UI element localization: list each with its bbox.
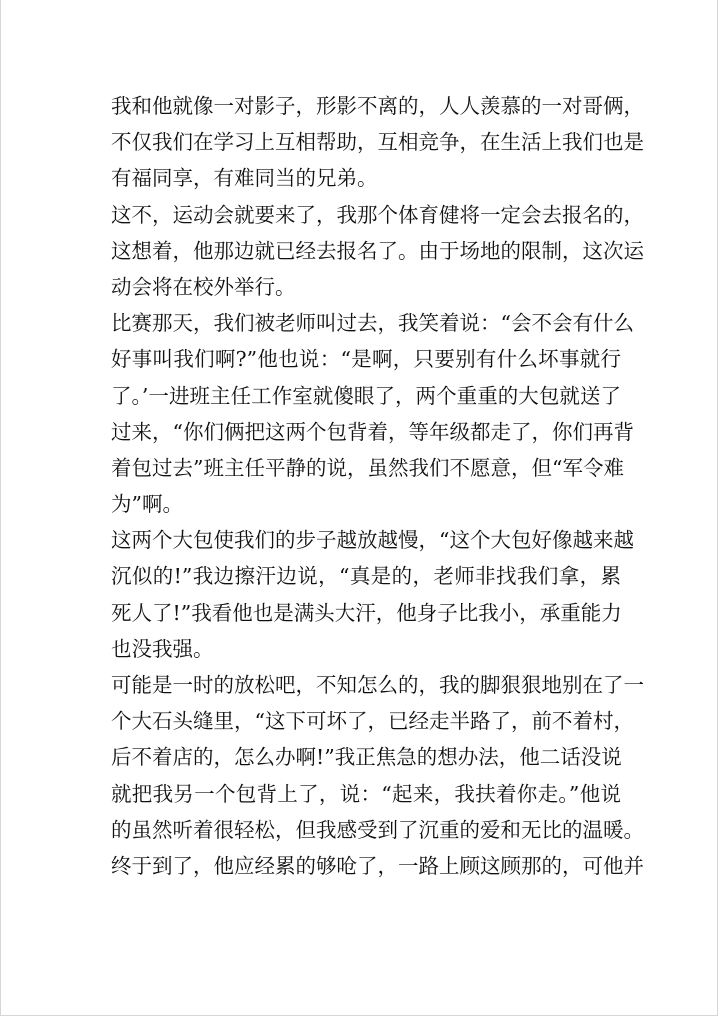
text-line: 可能是一时的放松吧，不知怎么的，我的脚狠狠地别在了一: [111, 673, 644, 697]
text-line: 这两个大包使我们的步子越放越慢，“这个大包好像越来越: [111, 528, 634, 553]
text-line: 我和他就像一对影子，形影不离的，人人羡慕的一对哥俩，: [111, 94, 644, 118]
text-line: 过来，“你们俩把这两个包背着，等年级都走了，你们再背: [111, 419, 634, 444]
text-line: 为”啊。: [111, 492, 183, 517]
text-line: 不仅我们在学习上互相帮助，互相竞争，在生活上我们也是: [111, 130, 644, 155]
text-line: 这不，运动会就要来了，我那个体育健将一定会去报名的，: [111, 202, 644, 227]
text-line: 有福同享，有难同当的兄弟。: [111, 166, 378, 191]
text-line: 了。’一进班主任工作室就傻眼了，两个重重的大包就送了: [111, 383, 621, 408]
text-line: 着包过去”班主任平静的说，虽然我们不愿意，但“军令难: [111, 455, 624, 480]
text-line: 死人了!”我看他也是满头大汗，他身子比我小，承重能力: [111, 600, 622, 625]
text-line: 就把我另一个包背上了，说：“起来，我扶着你走。”他说: [111, 781, 621, 806]
text-line: 个大石头缝里，“这下可坏了，已经走半路了，前不着村，: [111, 709, 634, 734]
text-line: 沉似的!”我边擦汗边说，“真是的，老师非找我们拿，累: [111, 564, 621, 589]
text-line: 后不着店的，怎么办啊!”我正焦急的想办法，他二话没说: [111, 745, 622, 770]
text-line: 动会将在校外举行。: [111, 274, 296, 299]
text-line: 好事叫我们啊?”他也说：“是啊，只要别有什么坏事就行: [111, 347, 621, 372]
text-line: 也没我强。: [111, 636, 214, 661]
text-line: 这想着，他那边就已经去报名了。由于场地的限制，这次运: [111, 238, 644, 263]
document-body: [111, 88, 644, 884]
text-line: 的虽然听着很轻松，但我感受到了沉重的爱和无比的温暖。: [111, 817, 644, 842]
text-line: 比赛那天，我们被老师叫过去，我笑着说：“会不会有什么: [111, 311, 634, 336]
text-line: 终于到了，他应经累的够呛了，一路上顾这顾那的，可他并: [111, 853, 644, 878]
